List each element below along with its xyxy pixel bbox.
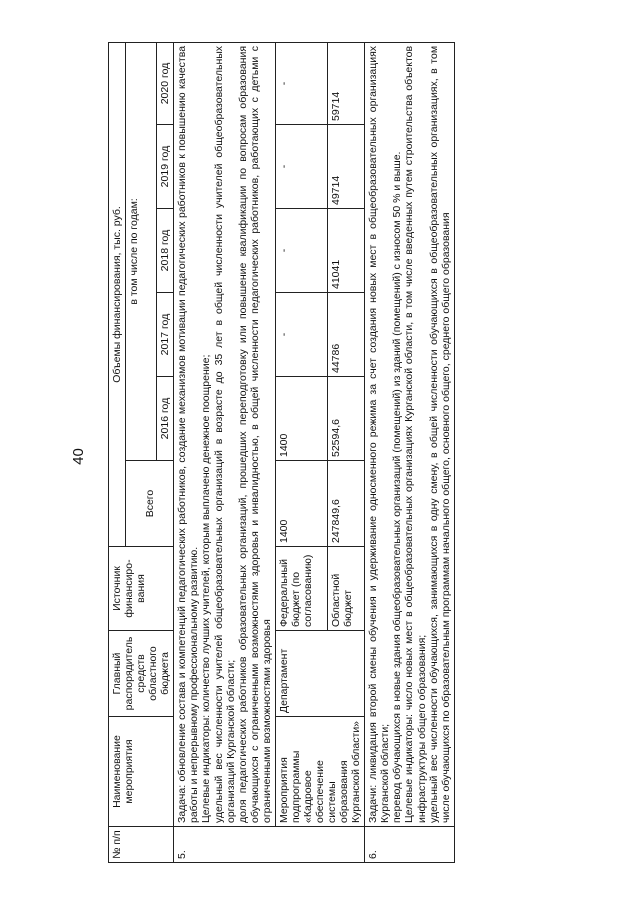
row-value: - (275, 42, 327, 124)
section6-task (365, 42, 454, 826)
task-line: доля педагогических работников образовательных организаций, прошедших переподготовку или повышение квалификации по вопросам образования обучающихся с ограниченными возможностями здоровья и инвалидностью, в общей численности педагогических работников, работающих с детьми с ограниченными возможностями здоровья (236, 45, 273, 823)
section6-num: 6. (365, 827, 454, 863)
header-volumes: Объемы финансирования, тыс. руб. (109, 42, 126, 546)
row-source: Федеральный бюджет (по согласованию) (275, 547, 327, 631)
row-value: - (275, 209, 327, 293)
row-total: 247849,6 (328, 461, 365, 547)
row-value: 49714 (328, 125, 365, 209)
task-line: Задача: обновление состава и компетенций педагогических работников, создание механизмов мотивации педагогических работников к повышению качества работы и непрерывному профессиональному развитию. (176, 45, 201, 823)
row-value: 52594,6 (328, 377, 365, 461)
task-line: удельный вес численности учителей общеобразовательных организаций в возрасте до 35 лет в общей численности учителей общеобразовательных организаций Курганской области; (212, 45, 237, 823)
header-year: 2016 год (157, 377, 174, 461)
row-value: - (275, 125, 327, 209)
row-value: 59714 (328, 42, 365, 124)
row-source: Областной бюджет (328, 547, 365, 631)
task-line: Целевые индикаторы: число новых мест в общеобразовательных организациях Курганской области, в том числе введенных путем строительства объектов инфраструктуры общего образования; (403, 45, 428, 823)
header-event-name: Наименование мероприятия (109, 717, 174, 827)
task-line: Задачи: ликвидация второй смены обучения и удерживание односменного режима за счет создания новых мест в общеобразовательных организациях Курганской области; (367, 45, 392, 823)
page-number: 40 (69, 448, 87, 465)
header-year: 2017 год (157, 293, 174, 377)
row-value: - (275, 293, 327, 377)
row-value: 41041 (328, 209, 365, 293)
section5-num: 5. (174, 827, 365, 863)
row-total: 1400 (275, 461, 327, 547)
header-source: Источник финансиро-вания (109, 547, 174, 631)
task-line: Целевые индикаторы: количество лучших учителей, которым выплачено денежное поощрение; (200, 354, 213, 823)
row-value: 1400 (275, 377, 327, 461)
rotated-page (108, 43, 508, 863)
event-name: Мероприятия подпрограммы «Кадровое обеспечение системы образования Курганской области» (275, 717, 364, 827)
header-by-years: в том числе по годам: (126, 42, 157, 460)
header-num: № п/п (109, 827, 174, 863)
header-year: 2018 год (157, 209, 174, 293)
task-line: перевод обучающихся в новые здания общеобразовательных организаций (помещений) из зданий (помещений) с износом 50 % и выше. (391, 151, 404, 823)
header-manager: Главный распорядитель средств областного бюджета (109, 631, 174, 717)
header-total: Всего (126, 461, 174, 547)
section5-task (174, 42, 276, 826)
header-year: 2020 год (157, 42, 174, 124)
task-line: удельный вес численности обучающихся, занимающихся в одну смену, в общей численности обучающихся в общеобразовательных организациях, в том числе обучающихся по образовательным программам начального общего, основного общего, среднего общего образования (427, 45, 452, 823)
event-manager: Департамент (275, 631, 364, 717)
financing-table-sheet (108, 43, 508, 863)
financing-table (108, 42, 455, 863)
header-year: 2019 год (157, 125, 174, 209)
row-value: 44786 (328, 293, 365, 377)
